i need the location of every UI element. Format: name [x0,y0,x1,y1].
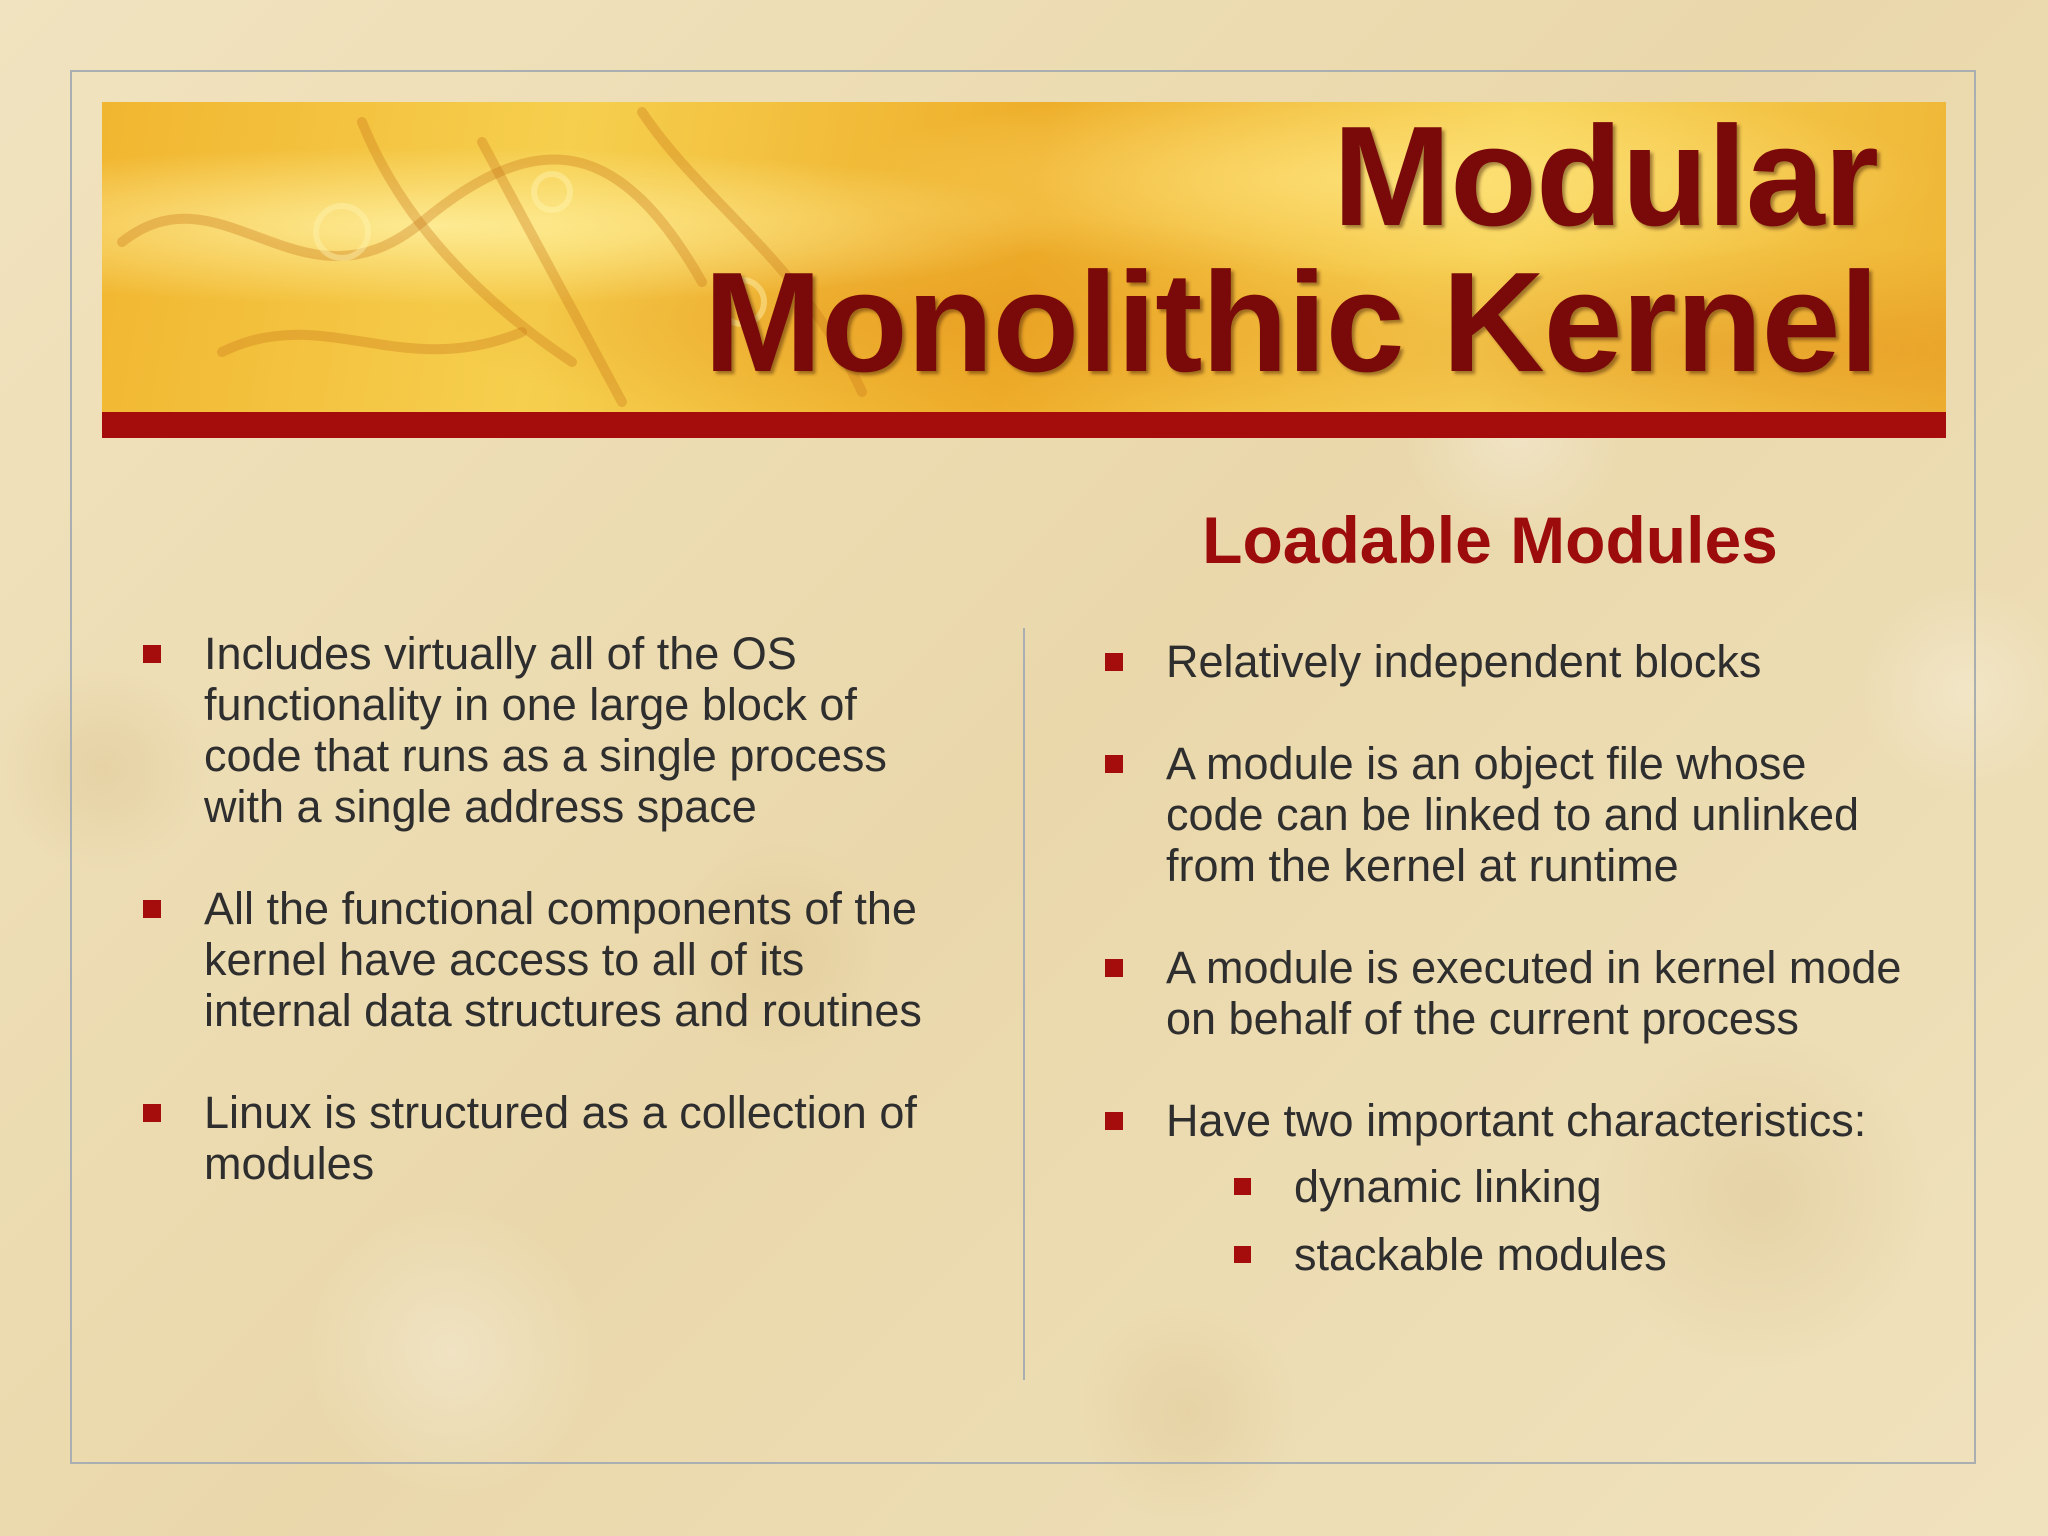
sub-bullet-list [1166,1161,1906,1280]
square-bullet-icon [1105,653,1123,671]
bullet-text: A module is an object file whose code can be linked to and unlinked from the kernel at runtime [1166,738,1860,891]
title-line-2: Monolithic Kernel [703,243,1878,402]
title-underline-bar [102,412,1946,438]
list-item [204,1087,964,1189]
square-bullet-icon [143,900,161,918]
bullet-text: Have two important characteristics: [1166,1095,1867,1146]
sub-list-item [1294,1229,1906,1280]
list-item [1166,738,1906,891]
list-item [1166,636,1906,687]
list-item [204,883,964,1036]
square-bullet-icon [1234,1246,1251,1263]
right-bullet-list [1166,636,1906,1297]
square-bullet-icon [1105,1112,1123,1130]
bullet-text: A module is executed in kernel mode on behalf of the current process [1166,942,1902,1044]
list-item [1166,1095,1906,1280]
list-item [1166,942,1906,1044]
sub-bullet-text: dynamic linking [1294,1161,1602,1212]
square-bullet-icon [143,645,161,663]
title-line-1: Modular [1332,102,1878,256]
bullet-text: Linux is structured as a collection of modules [204,1087,917,1189]
square-bullet-icon [1234,1178,1251,1195]
square-bullet-icon [143,1104,161,1122]
right-column-heading: Loadable Modules [1202,503,1778,577]
bullet-text: Includes virtually all of the OS functionality in one large block of code that runs as a single process with a single address space [204,628,887,832]
square-bullet-icon [1105,755,1123,773]
sub-bullet-text: stackable modules [1294,1229,1667,1280]
bullet-text: Relatively independent blocks [1166,636,1762,687]
bullet-text: All the functional components of the kernel have access to all of its internal data structures and routines [204,883,922,1036]
list-item [204,628,964,832]
square-bullet-icon [1105,959,1123,977]
title-banner [102,102,1946,412]
sub-list-item [1294,1161,1906,1212]
column-divider [1023,628,1025,1380]
left-bullet-list [204,628,964,1189]
slide-title [703,102,1878,402]
